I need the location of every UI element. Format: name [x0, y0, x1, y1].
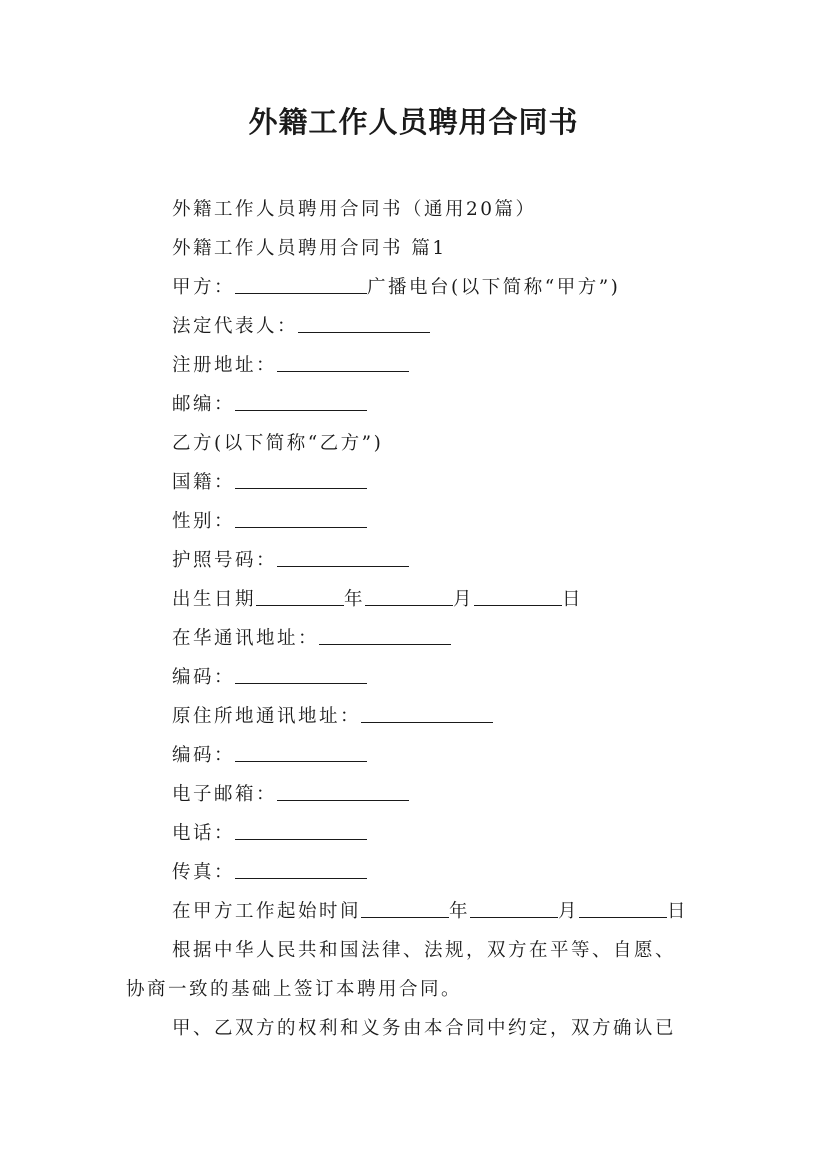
gender-line — [126, 502, 726, 541]
registered-address-line — [126, 346, 726, 385]
field-label: 原住所地通讯地址： — [172, 706, 362, 727]
field-label: 在华通讯地址： — [172, 628, 320, 649]
fill-in-blank — [235, 466, 367, 489]
day-label: 日 — [667, 901, 689, 922]
fill-in-blank — [235, 661, 367, 684]
contract-collection-heading — [126, 190, 726, 229]
postcode-line — [126, 385, 726, 424]
nationality-line — [126, 463, 726, 502]
field-label: 编码： — [172, 667, 236, 688]
email-line — [126, 775, 726, 814]
field-label: 编码： — [172, 745, 236, 766]
document-body — [126, 190, 726, 1048]
line-text: 根据中华人民共和国法律、法规，双方在平等、自愿、 — [172, 940, 677, 961]
year-label: 年 — [449, 901, 471, 922]
fill-in-blank — [361, 895, 449, 918]
field-label: 注册地址： — [172, 355, 278, 376]
fill-in-blank — [235, 739, 367, 762]
home-address-line — [126, 697, 726, 736]
contract-chapter-heading — [126, 229, 726, 268]
employment-start-line — [126, 892, 726, 931]
fill-in-blank — [277, 778, 409, 801]
fax-line — [126, 853, 726, 892]
china-address-line — [126, 619, 726, 658]
fill-in-blank — [579, 895, 667, 918]
line-text: 乙方(以下简称“乙方”) — [172, 433, 384, 454]
fill-in-blank — [235, 388, 367, 411]
paragraph-line — [126, 1009, 726, 1048]
day-label: 日 — [562, 589, 584, 610]
fill-in-blank — [277, 544, 409, 567]
line-text: 协商一致的基础上签订本聘用合同。 — [126, 979, 463, 1000]
paragraph-line — [126, 931, 726, 970]
year-label: 年 — [344, 589, 366, 610]
field-label: 传真： — [172, 862, 236, 883]
home-postcode-line — [126, 736, 726, 775]
month-label: 月 — [558, 901, 580, 922]
fill-in-blank — [235, 817, 367, 840]
party-b-line — [126, 424, 726, 463]
fill-in-blank — [470, 895, 558, 918]
fill-in-blank — [361, 700, 493, 723]
line-text: 外籍工作人员聘用合同书 篇1 — [172, 238, 447, 259]
fill-in-blank — [256, 583, 344, 606]
fill-in-blank — [474, 583, 562, 606]
fill-in-blank — [277, 349, 409, 372]
field-suffix: 广播电台(以下简称“甲方”) — [367, 277, 621, 298]
phone-line — [126, 814, 726, 853]
field-label: 国籍： — [172, 472, 236, 493]
field-label: 邮编： — [172, 394, 236, 415]
field-label: 在甲方工作起始时间 — [172, 901, 362, 922]
document-title: 外籍工作人员聘用合同书 — [248, 105, 579, 139]
paragraph-line — [126, 970, 726, 1009]
field-label: 出生日期 — [172, 589, 257, 610]
field-label: 电话： — [172, 823, 236, 844]
fill-in-blank — [319, 622, 451, 645]
passport-number-line — [126, 541, 726, 580]
field-label: 法定代表人： — [172, 316, 299, 337]
line-text: 甲、乙双方的权利和义务由本合同中约定，双方确认已 — [172, 1018, 677, 1039]
fill-in-blank — [235, 856, 367, 879]
fill-in-blank — [365, 583, 453, 606]
fill-in-blank — [298, 310, 430, 333]
field-label: 电子邮箱： — [172, 784, 278, 805]
field-label: 护照号码： — [172, 550, 278, 571]
field-label: 性别： — [172, 511, 236, 532]
birth-date-line — [126, 580, 726, 619]
legal-representative-line — [126, 307, 726, 346]
fill-in-blank — [235, 271, 367, 294]
month-label: 月 — [453, 589, 475, 610]
field-label: 甲方： — [172, 277, 236, 298]
china-postcode-line — [126, 658, 726, 697]
party-a-line — [126, 268, 726, 307]
fill-in-blank — [235, 505, 367, 528]
line-text: 外籍工作人员聘用合同书（通用20篇） — [172, 199, 537, 220]
